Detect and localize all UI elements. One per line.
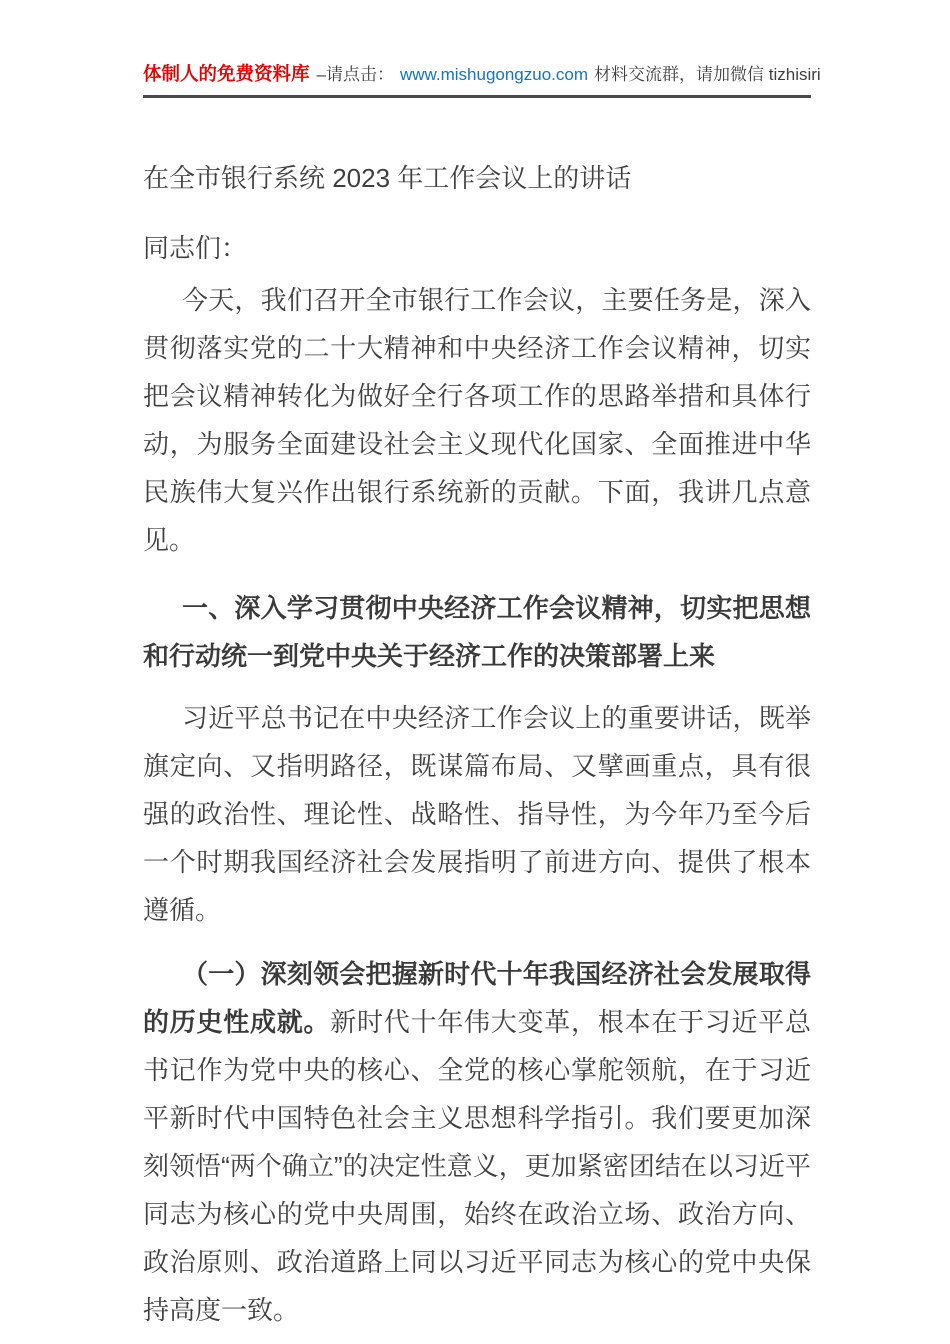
- paragraph-xi-speech: 习近平总书记在中央经济工作会议上的重要讲话，既举旗定向、又指明路径，既谋篇布局、又擘画重点，具有很强的政治性、理论性、战略性、指导性，为今年乃至今后一个时期我国经济社会发展指明了前进方向、提供了根本遵循。: [143, 703, 811, 925]
- document-body: [143, 154, 811, 1334]
- salutation: 同志们：: [143, 233, 248, 263]
- paragraph-subsection-1: [143, 950, 811, 1334]
- header-suffix-text: 材料交流群，请加微信 tizhisiri: [594, 65, 821, 84]
- header-banner: [143, 0, 821, 98]
- paragraph-intro: 今天，我们召开全市银行工作会议，主要任务是，深入贯彻落实党的二十大精神和中央经济工作会议精神，切实把会议精神转化为做好全行各项工作的思路举措和具体行动，为服务全面建设社会主义现代化国家、全面推进中华民族伟大复兴作出银行系统新的贡献。下面，我讲几点意见。: [143, 285, 811, 555]
- header-click-label: –请点击：: [316, 65, 394, 84]
- section-heading-1: 一、深入学习贯彻中央经济工作会议精神，切实把思想和行动统一到党中央关于经济工作的决策部署上来: [143, 593, 811, 671]
- subsection-1-body: 新时代十年伟大变革，根本在于习近平总书记作为党中央的核心、全党的核心掌舵领航，在于习近平新时代中国特色社会主义思想科学指引。我们要更加深刻领悟“两个确立”的决定性意义，更加紧密团结在以习近平同志为核心的党中央周围，始终在政治立场、政治方向、政治原则、政治道路上同以习近平同志为核心的党中央保持高度一致。: [143, 1007, 811, 1325]
- header-banner-line: [143, 60, 821, 98]
- header-url-link[interactable]: www.mishugongzuo.com: [399, 65, 589, 84]
- doc-title: 在全市银行系统 2023 年工作会议上的讲话: [143, 163, 632, 193]
- subsection-1-lead: （一）深刻领会把握新时代十年我国经济社会发展取得的历史性成就。: [143, 959, 811, 1037]
- header-brand-text: 体制人的免费资料库: [143, 63, 310, 84]
